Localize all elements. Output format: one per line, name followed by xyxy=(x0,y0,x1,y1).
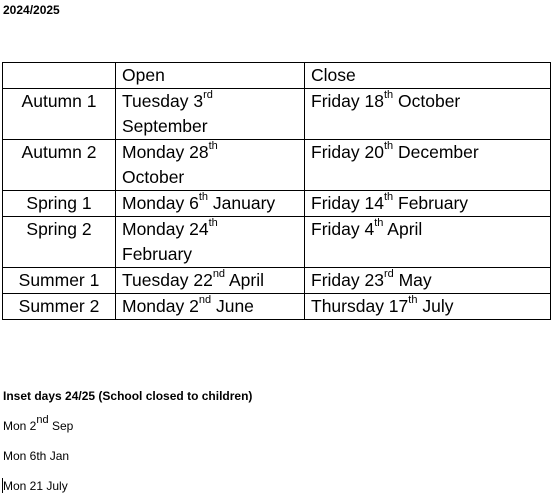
ordinal-suffix: th xyxy=(208,217,218,230)
date-text xyxy=(122,270,264,290)
ordinal-suffix: rd xyxy=(383,268,394,281)
date-part: Monday 6 xyxy=(122,193,199,213)
header-cell-close: Close xyxy=(305,63,551,89)
date-part: February xyxy=(393,193,469,213)
date-part: Tuesday 3 xyxy=(122,91,204,111)
date-part: April xyxy=(225,270,264,290)
close-date-cell xyxy=(305,140,551,191)
cell-line xyxy=(311,140,544,165)
cell-line xyxy=(311,217,544,242)
open-date-cell xyxy=(116,294,305,320)
cell-line xyxy=(122,165,298,190)
cell-line xyxy=(311,191,544,216)
date-part: July xyxy=(417,296,454,316)
open-date-cell xyxy=(116,217,305,268)
open-date-cell xyxy=(116,89,305,140)
close-date-cell xyxy=(305,191,551,217)
date-part: April xyxy=(383,219,423,239)
cell-line xyxy=(122,268,298,293)
date-text xyxy=(311,219,422,239)
date-part: February xyxy=(122,244,193,264)
date-part: January xyxy=(208,193,276,213)
ordinal-suffix: th xyxy=(208,140,218,153)
cell-line xyxy=(311,294,544,319)
date-text xyxy=(122,244,192,264)
close-date-cell xyxy=(305,217,551,268)
ordinal-suffix: th xyxy=(383,140,394,153)
date-text xyxy=(311,296,453,316)
inset-day-item xyxy=(3,414,74,433)
table-row xyxy=(3,191,551,217)
table-row xyxy=(3,217,551,268)
date-part: September xyxy=(122,116,208,136)
date-text xyxy=(122,116,208,136)
date-part: Tuesday 22 xyxy=(122,270,213,290)
date-part: Monday 24 xyxy=(122,219,209,239)
term-name-cell: Spring 1 xyxy=(3,191,116,217)
date-part: Monday 2 xyxy=(122,296,199,316)
date-part: Friday 18 xyxy=(311,91,384,111)
date-part: October xyxy=(393,91,461,111)
term-name-cell: Autumn 2 xyxy=(3,140,116,191)
cell-line xyxy=(122,294,298,319)
date-text xyxy=(311,142,479,162)
cell-line xyxy=(311,268,544,293)
date-text xyxy=(122,219,218,239)
cell-line xyxy=(122,140,298,165)
date-part: Monday 28 xyxy=(122,142,209,162)
date-text xyxy=(311,91,460,111)
date-text xyxy=(3,414,74,433)
term-dates-table xyxy=(2,62,551,320)
header-cell-term xyxy=(3,63,116,89)
date-part: Friday 14 xyxy=(311,193,384,213)
date-part: May xyxy=(393,270,432,290)
close-date-cell xyxy=(305,294,551,320)
date-part: Sep xyxy=(48,419,74,433)
open-date-cell xyxy=(116,140,305,191)
header-cell-open: Open xyxy=(116,63,305,89)
date-part: Thursday 17 xyxy=(311,296,409,316)
date-text xyxy=(122,193,275,213)
date-text xyxy=(311,270,432,290)
term-name-cell: Summer 1 xyxy=(3,268,116,294)
text-cursor xyxy=(2,478,3,493)
date-part: October xyxy=(122,167,185,187)
ordinal-suffix: rd xyxy=(203,89,213,102)
inset-days-title: Inset days 24/25 (School closed to children) xyxy=(3,389,253,403)
ordinal-suffix: nd xyxy=(36,414,49,426)
table-row xyxy=(3,140,551,191)
ordinal-suffix: nd xyxy=(212,268,226,281)
date-part: Friday 4 xyxy=(311,219,375,239)
table-row xyxy=(3,294,551,320)
cell-line xyxy=(122,217,298,242)
date-text xyxy=(3,479,68,493)
table-row xyxy=(3,268,551,294)
inset-day-item xyxy=(3,449,69,463)
ordinal-suffix: th xyxy=(383,191,394,204)
cell-line xyxy=(311,89,544,114)
date-part: Mon 6th Jan xyxy=(3,449,70,463)
date-part: Mon 21 July xyxy=(3,479,68,493)
cell-line xyxy=(122,89,298,114)
close-date-cell xyxy=(305,268,551,294)
cell-line xyxy=(122,191,298,216)
term-name-cell: Spring 2 xyxy=(3,217,116,268)
date-text xyxy=(122,91,213,111)
ordinal-suffix: th xyxy=(374,217,384,230)
date-text xyxy=(122,167,184,187)
cell-line xyxy=(122,242,298,267)
date-text xyxy=(311,193,468,213)
inset-day-item xyxy=(3,479,68,493)
date-part: June xyxy=(211,296,254,316)
term-name-cell: Autumn 1 xyxy=(3,89,116,140)
table-row xyxy=(3,89,551,140)
date-text xyxy=(122,142,218,162)
date-part: Friday 23 xyxy=(311,270,384,290)
ordinal-suffix: th xyxy=(408,294,418,307)
open-date-cell xyxy=(116,268,305,294)
close-date-cell xyxy=(305,89,551,140)
date-part: Mon 2 xyxy=(3,419,37,433)
date-part: Friday 20 xyxy=(311,142,384,162)
year-heading: 2024/2025 xyxy=(3,3,60,17)
ordinal-suffix: nd xyxy=(198,294,212,307)
ordinal-suffix: th xyxy=(198,191,209,204)
date-part: December xyxy=(393,142,479,162)
open-date-cell xyxy=(116,191,305,217)
table-header-row xyxy=(3,63,551,89)
date-text xyxy=(122,296,254,316)
cell-line xyxy=(122,114,298,139)
ordinal-suffix: th xyxy=(383,89,394,102)
term-name-cell: Summer 2 xyxy=(3,294,116,320)
date-text xyxy=(3,449,69,463)
